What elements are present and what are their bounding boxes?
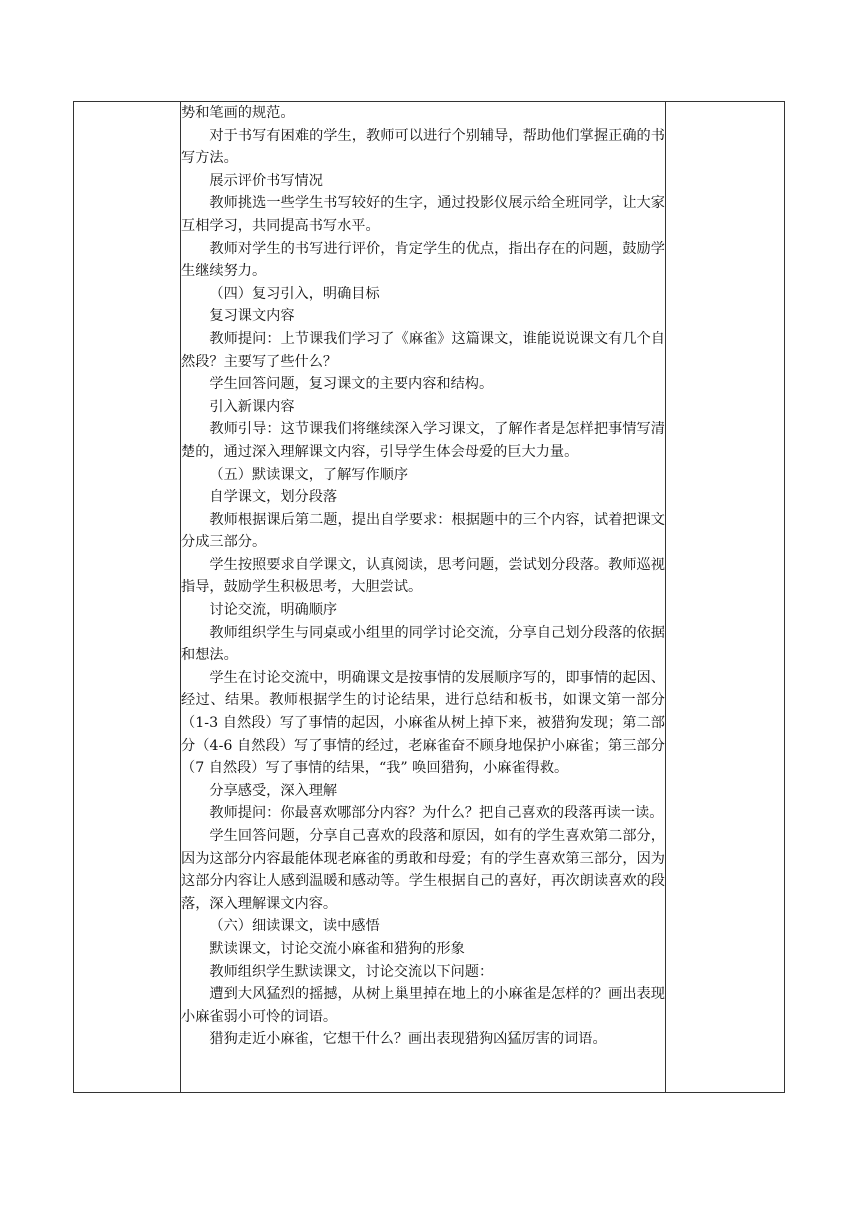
paragraph: 默读课文，讨论交流小麻雀和猎狗的形象 [209,940,465,957]
paragraph: 教师提问：你最喜欢哪部分内容？为什么？把自己喜欢的段落再读一读。 [209,805,664,822]
paragraph: 教师组织学生默读课文，讨论交流以下问题： [209,963,494,980]
paragraph: 教师对学生的书写进行评价，肯定学生的优点，指出存在的问题，鼓励学生继续努力。 [181,240,665,280]
paragraph: （五）默读课文，了解写作顺序 [209,466,409,483]
paragraph: 学生在讨论交流中，明确课文是按事情的发展顺序写的，即事情的起因、经过、结果。教师根据学生的讨论结果，进行总结和板书，如课文第一部分（1-3 自然段）写了事情的起因，小麻雀从树上掉下来，被猎狗发现；第二部分（4-6 自然段）写了事情的经过，老麻雀奋不顾身地保护小麻雀；第三部分（7 自然段）写了事情的结果，“我” 唤回猎狗，小麻雀得救。 [181,669,665,777]
paragraph: 自学课文，划分段落 [209,489,338,506]
paragraph: 教师组织学生与同桌或小组里的同学讨论交流，分享自己划分段落的依据和想法。 [181,624,665,664]
lesson-content [181,102,665,1092]
paragraph: 展示评价书写情况 [209,172,323,189]
paragraph: 对于书写有困难的学生，教师可以进行个别辅导，帮助他们掌握正确的书写方法。 [181,127,665,167]
lesson-plan-table [73,101,785,1093]
paragraph: 教师提问：上节课我们学习了《麻雀》这篇课文，谁能说说课文有几个自然段？主要写了些什么？ [181,330,665,370]
paragraph: 遭到大风猛烈的摇撼，从树上巢里掉在地上的小麻雀是怎样的？画出表现小麻雀弱小可怜的词语。 [181,986,665,1025]
right-column-cell [666,102,785,1093]
paragraph: 教师引导：这节课我们将继续深入学习课文，了解作者是怎样把事情写清楚的，通过深入理解课文内容，引导学生体会母爱的巨大力量。 [181,421,665,460]
paragraph: 教师挑选一些学生书写较好的生字，通过投影仪展示给全班同学，让大家互相学习，共同提高书写水平。 [181,195,665,234]
paragraph: 教师根据课后第二题，提出自学要求：根据题中的三个内容，试着把课文分成三部分。 [181,511,665,551]
left-column-cell [74,102,181,1093]
paragraph: 学生回答问题，复习课文的主要内容和结构。 [209,376,494,393]
paragraph: 学生回答问题，分享自己喜欢的段落和原因，如有的学生喜欢第二部分，因为这部分内容最能体现老麻雀的勇敢和母爱；有的学生喜欢第三部分，因为这部分内容让人感到温暖和感动等。学生根据自己的喜好，再次朗读喜欢的段落，深入理解课文内容。 [181,828,665,912]
paragraph: （四）复习引入，明确目标 [209,285,380,302]
paragraph: 学生按照要求自学课文，认真阅读，思考问题，尝试划分段落。教师巡视指导，鼓励学生积极思考，大胆尝试。 [181,556,665,596]
paragraph: 讨论交流，明确顺序 [209,602,338,619]
paragraph: 复习课文内容 [209,308,295,325]
paragraph: 猎狗走近小麻雀，它想干什么？画出表现猎狗凶猛厉害的词语。 [209,1031,607,1048]
paragraph: 势和笔画的规范。 [181,105,295,121]
paragraph: （六）细读课文，读中感悟 [209,918,380,935]
paragraph: 分享感受，深入理解 [209,782,338,799]
main-content-cell [181,102,666,1093]
paragraph: 引入新课内容 [209,398,295,415]
table-row [74,102,785,1093]
